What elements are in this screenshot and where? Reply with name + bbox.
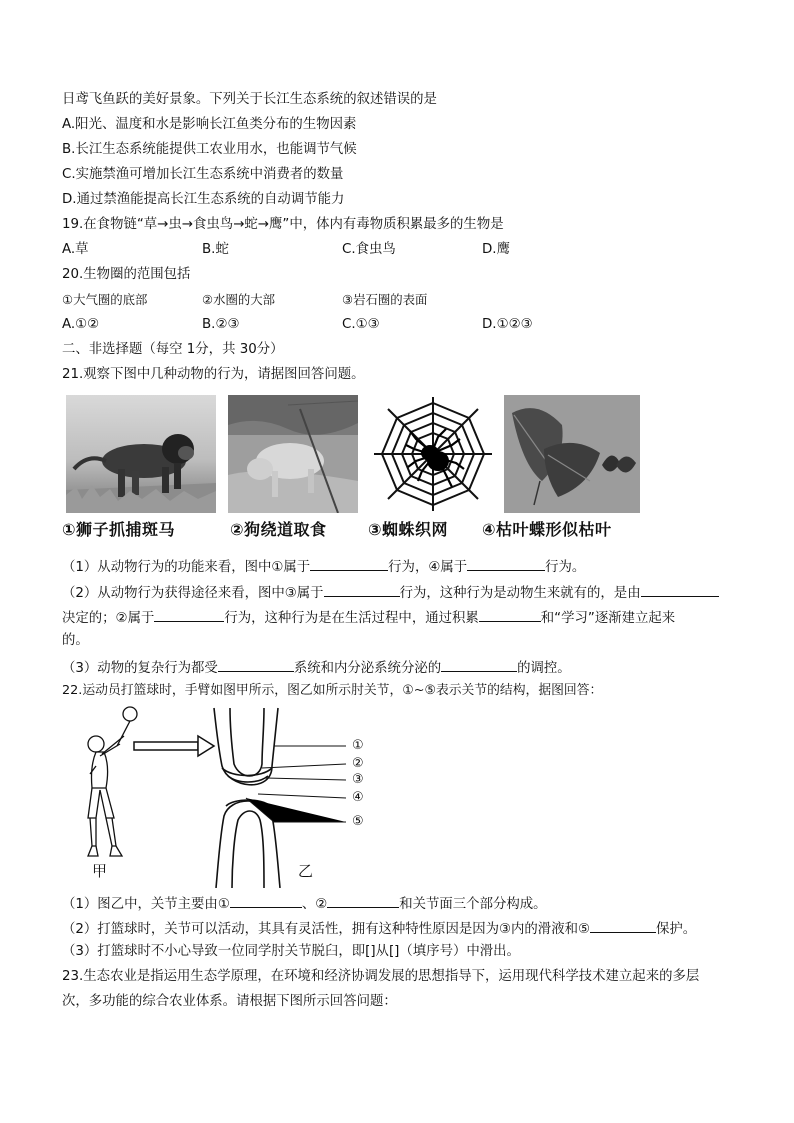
q22-part1-text-b: 、②	[301, 897, 328, 912]
q21-part2-end: 的。	[62, 633, 89, 648]
q21-part2b-text-a: 决定的；②属于	[62, 611, 155, 626]
leaf-butterfly-photo	[504, 395, 640, 513]
q21-part2-cont	[62, 607, 675, 628]
q18-option-c: C.实施禁渔可增加长江生态系统中消费者的数量	[62, 167, 344, 182]
q18-stem-tail: 日鸢飞鱼跃的美好景象。下列关于长江生态系统的叙述错误的是	[62, 92, 437, 107]
arrow-icon	[134, 736, 214, 756]
q19-stem: 19.在食物链“草→虫→食虫鸟→蛇→鹰”中，体内有毒物质积累最多的生物是	[62, 217, 504, 232]
marker-3: ③	[352, 772, 364, 787]
q22-part2-text-a: （2）打篮球时，关节可以活动，其具有灵活性，拥有这种特性原因是因为③内的滑液和⑤	[62, 922, 590, 937]
q18-option-d: D.通过禁渔能提高长江生态系统的自动调节能力	[62, 192, 345, 207]
q22-blank-2[interactable]	[327, 893, 399, 908]
q19-option-c: C.食虫鸟	[342, 242, 396, 257]
q21-stem: 21.观察下图中几种动物的行为，请据图回答问题。	[62, 367, 365, 382]
q21-blank-2[interactable]	[467, 556, 545, 571]
section-heading: 二、非选择题（每空 1分，共 30分）	[62, 342, 284, 357]
dog-photo	[228, 395, 358, 513]
marker-5: ⑤	[352, 814, 364, 829]
q20-option-d: D.①②③	[482, 317, 533, 332]
elbow-joint-diagram	[214, 708, 280, 888]
q22-blank-3[interactable]	[590, 918, 656, 933]
q18-option-b: B.长江生态系统能提供工农业用水，也能调节气候	[62, 142, 357, 157]
q20-option-c: C.①③	[342, 317, 380, 332]
q21-part2b-text-c: 和“学习”逐渐建立起来	[540, 611, 676, 626]
q21-blank-7[interactable]	[218, 657, 294, 672]
q20-stem: 20.生物圈的范围包括	[62, 267, 191, 282]
q18-option-a: A.阳光、温度和水是影响长江鱼类分布的生物因素	[62, 117, 357, 132]
q22-part1-text-c: 和关节面三个部分构成。	[399, 897, 547, 912]
caption-dog: ②狗绕道取食	[230, 520, 327, 539]
q21-part2	[62, 582, 719, 603]
q22-part3: （3）打篮球时不小心导致一位同学肘关节脱臼，即[]从[]（填序号）中滑出。	[62, 944, 520, 959]
label-jia: 甲	[92, 862, 108, 880]
spider-web-picture	[372, 395, 494, 513]
q21-part3	[62, 657, 571, 678]
q22-part2-text-b: 保护。	[655, 922, 697, 937]
caption-lion: ①狮子抓捕斑马	[62, 520, 176, 539]
q21-blank-5[interactable]	[154, 607, 224, 622]
q21-part3-text-b: 系统和内分泌系统分泌的	[293, 661, 442, 676]
q21-blank-3[interactable]	[324, 582, 400, 597]
q20-option-a: A.①②	[62, 317, 100, 332]
q21-figure	[62, 395, 640, 545]
q21-part2-text-b: 行为，这种行为是动物生来就有的，是由	[399, 586, 641, 601]
q23-stem-line2: 次，多功能的综合农业体系。请根据下图所示回答问题：	[62, 994, 397, 1009]
marker-1: ①	[352, 738, 364, 753]
q23-stem-line1: 23.生态农业是指运用生态学原理，在环境和经济协调发展的思想指导下，运用现代科学技术建立起来的多层	[62, 969, 700, 984]
q19-option-d: D.鹰	[482, 242, 510, 257]
q21-part3-text-a: （3）动物的复杂行为都受	[62, 661, 218, 676]
q21-part2-text-a: （2）从动物行为获得途径来看，图中③属于	[62, 586, 324, 601]
q20-option-b: B.②③	[202, 317, 240, 332]
basketball-player-drawing	[88, 707, 137, 856]
lion-photo	[66, 395, 216, 513]
q22-part2	[62, 918, 696, 939]
q21-blank-8[interactable]	[441, 657, 517, 672]
q22-figure	[62, 706, 392, 888]
q21-part1	[62, 556, 585, 577]
q20-item-1: ①大气圈的底部	[62, 292, 148, 307]
q21-part2b-text-b: 行为，这种行为是在生活过程中，通过积累	[224, 611, 479, 626]
q20-item-2: ②水圈的大部	[202, 292, 276, 307]
q21-part1-text-b: 行为，④属于	[388, 560, 468, 575]
q21-part3-text-c: 的调控。	[517, 661, 571, 676]
marker-4: ④	[352, 790, 364, 805]
caption-spider: ③蜘蛛织网	[368, 520, 449, 539]
marker-2: ②	[352, 756, 364, 771]
q21-blank-6[interactable]	[479, 607, 541, 622]
q19-option-a: A.草	[62, 242, 89, 257]
q21-blank-4[interactable]	[641, 582, 719, 597]
q22-blank-1[interactable]	[230, 893, 302, 908]
q21-part1-text-c: 行为。	[545, 560, 586, 575]
q22-part1-text-a: （1）图乙中，关节主要由①	[62, 897, 230, 912]
q21-captions	[62, 517, 640, 541]
q22-stem: 22.运动员打篮球时，手臂如图甲所示，图乙如所示肘关节，①~⑤表示关节的结构，据图回答：	[62, 683, 603, 698]
q22-part1	[62, 893, 547, 914]
caption-butterfly: ④枯叶蝶形似枯叶	[482, 520, 612, 539]
q21-part1-text-a: （1）从动物行为的功能来看，图中①属于	[62, 560, 311, 575]
q19-option-b: B.蛇	[202, 242, 229, 257]
label-yi: 乙	[298, 862, 314, 880]
q20-item-3: ③岩石圈的表面	[342, 292, 428, 307]
q21-blank-1[interactable]	[310, 556, 388, 571]
